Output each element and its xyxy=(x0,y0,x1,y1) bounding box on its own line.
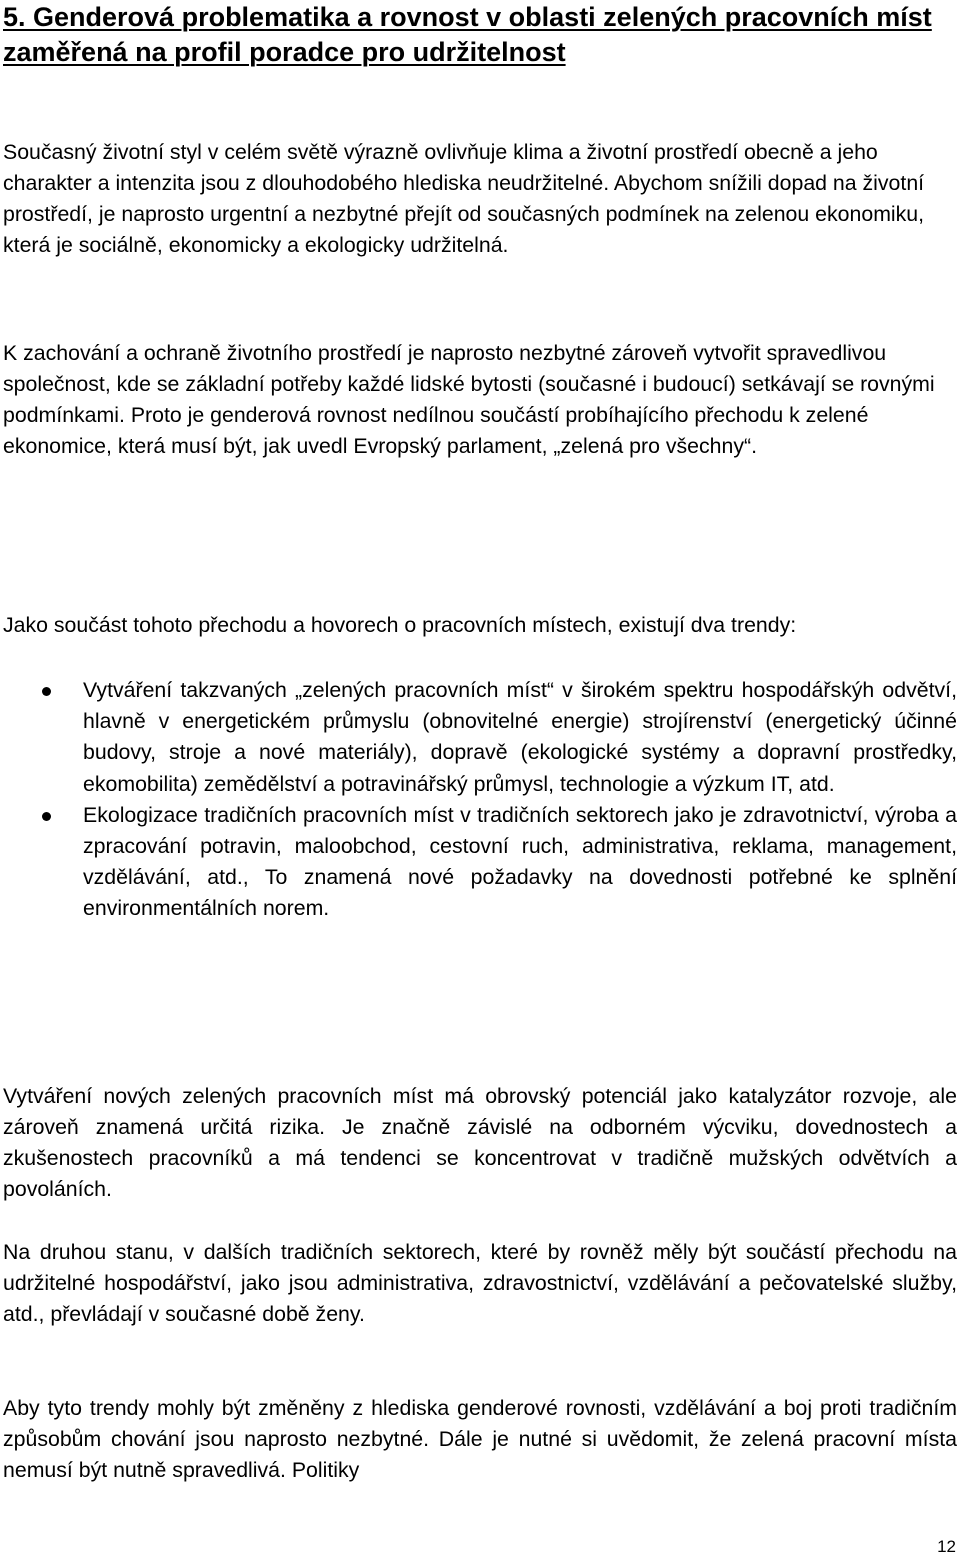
bullet-icon xyxy=(42,687,51,696)
list-item-text: Vytváření takzvaných „zelených pracovních míst“ v širokém spektru hospodářskýh odvětví, hlavně v energetickém průmyslu (obnovitelné energie) strojírenství (energetický účinné budovy, stroje a nové materiály), dopravě (ekologické systémy a dopravní prostředky, ekomobilita) zemědělství a potravinářský průmysl, technologie a výzkum IT, atd. xyxy=(83,678,957,796)
list-item xyxy=(0,800,957,925)
paragraph-traditional-sectors: Na druhou stanu, v dalších tradičních sektorech, které by rovněž měly být součástí přechodu na udržitelné hospodářství, jako jsou administrativa, zdravostnictví, vzdělávání a pečovatelské služby, atd., převládají v současné době ženy. xyxy=(3,1240,957,1326)
paragraph-fair-society: K zachování a ochraně životního prostředí je naprosto nezbytné zároveň vytvořit spravedlivou společnost, kde se základní potřeby každé lidské bytosti (současné i budoucí) setkávají se rovnými podmínkami. Proto je genderová rovnost nedílnou součástí probíhajícího přechodu k zelené ekonomice, která musí být, jak uvedl Evropský parlament, „zelená pro všechny“. xyxy=(3,341,935,458)
paragraph-green-jobs-potential: Vytváření nových zelených pracovních míst má obrovský potenciál jako katalyzátor rozvoje, ale zároveň znamená určitá rizika. Je značně závislé na odborném výcviku, dovednostech a zkušenostech pracovníků a má tendenci se koncentrovat v tradičně mužských odvětvích a povoláních. xyxy=(3,1084,957,1201)
list-item-text: Ekologizace tradičních pracovních míst v tradičních sektorech jako je zdravotnictví, výroba a zpracování potravin, maloobchod, cestovní ruch, administrativa, reklama, management, vzdělávání, atd., To znamená nové požadavky na dovednosti potřebné ke splnění environmentálních norem. xyxy=(83,802,957,921)
list-item xyxy=(0,675,957,800)
bullet-icon xyxy=(42,812,51,821)
paragraph-trends-intro: Jako součást tohoto přechodu a hovorech o pracovních místech, existují dva trendy: xyxy=(3,613,797,637)
page-number: 12 xyxy=(937,1537,956,1556)
trends-list xyxy=(0,675,960,925)
paragraph-intro: Současný životní styl v celém světě výrazně ovlivňuje klima a životní prostředí obecně a jeho charakter a intenzita jsou z dlouhodobého hlediska neudržitelné. Abychom snížili dopad na životní prostředí, je naprosto urgentní a nezbytné přejít od současných podmínek na zelenou ekonomiku, která je sociálně, ekonomicky a ekologicky udržitelná. xyxy=(3,140,925,257)
paragraph-gender-equality: Aby tyto trendy mohly být změněny z hlediska genderové rovnosti, vzdělávání a boj proti tradičním způsobům chování jsou naprosto nezbytné. Dále je nutné si uvědomit, že zelená pracovní místa nemusí být nutně spravedlivá. Politiky xyxy=(3,1396,957,1482)
section-heading: 5. Genderová problematika a rovnost v oblasti zelených pracovních míst zaměřená na profil poradce pro udržitelnost xyxy=(3,2,932,67)
